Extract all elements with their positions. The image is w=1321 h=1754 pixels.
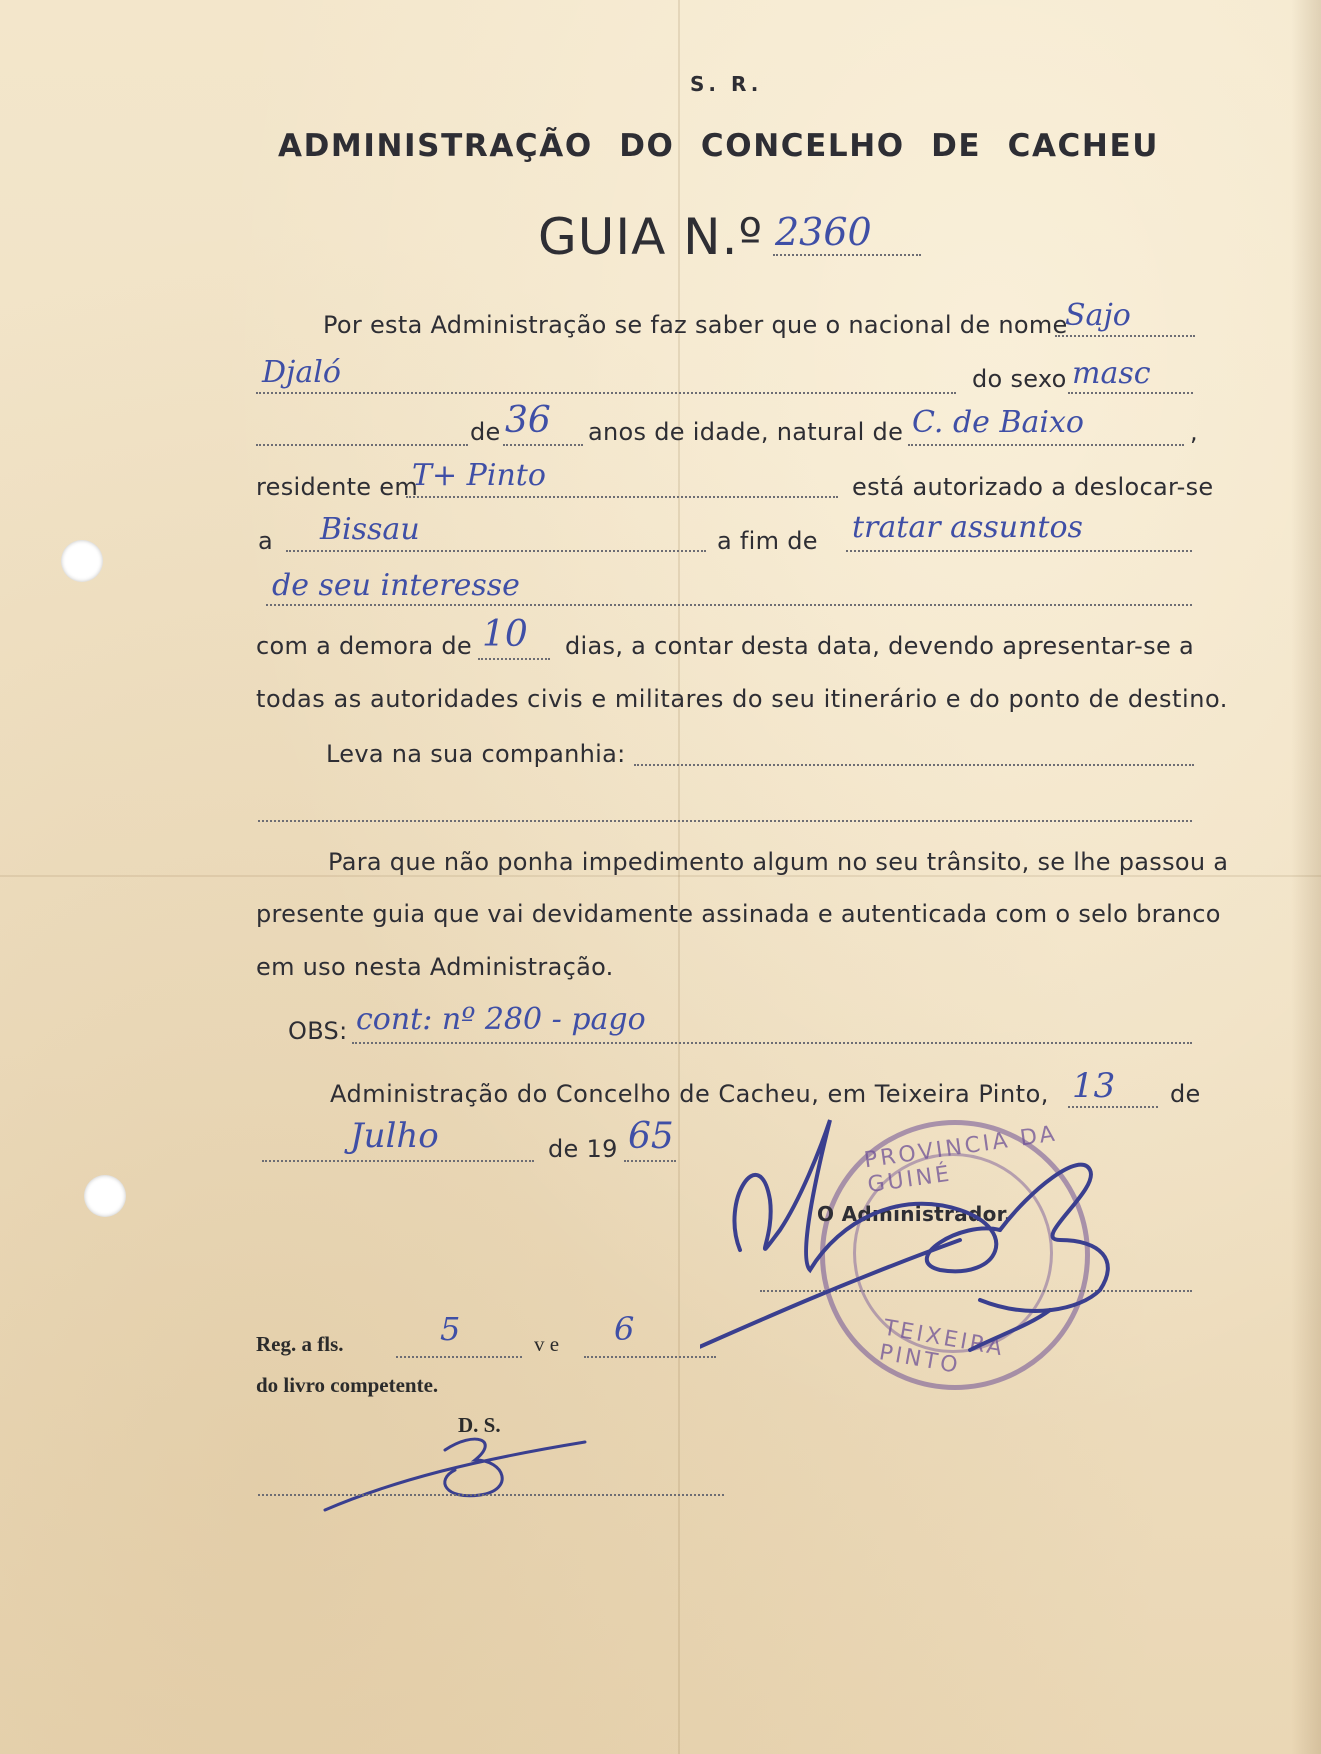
destination-label: a xyxy=(258,527,274,555)
company-line-2 xyxy=(258,820,1192,822)
ds-signature xyxy=(315,1420,605,1520)
name-line-2 xyxy=(256,392,956,394)
stamp-top-text: PROVINCIA DA GUINÉ xyxy=(862,1121,1060,1199)
date-month: Julho xyxy=(350,1116,439,1156)
obs-line xyxy=(352,1042,1192,1044)
registry-fls-line xyxy=(396,1356,522,1358)
sex-line xyxy=(1068,392,1193,394)
closing-line-3: em uso nesta Administração. xyxy=(256,953,614,981)
ds-line xyxy=(258,1494,724,1496)
date-year: 65 xyxy=(628,1116,674,1157)
paper-edge-shadow xyxy=(1291,0,1321,1754)
guia-label: GUIA N.º xyxy=(538,208,764,266)
registry-v-label: v e xyxy=(534,1332,560,1356)
age-line xyxy=(503,444,583,446)
guia-number: 2360 xyxy=(775,210,872,254)
closing-line-1: Para que não ponha impedimento algum no seu trânsito, se lhe passou a xyxy=(328,848,1229,876)
birthplace-line xyxy=(908,444,1184,446)
obs-label: OBS: xyxy=(288,1017,348,1045)
registry-label: Reg. a fls. xyxy=(256,1332,344,1356)
date-day: 13 xyxy=(1072,1066,1116,1106)
name-first: Sajo xyxy=(1065,298,1131,333)
date-de-1: de xyxy=(1170,1080,1201,1108)
guia-number-line xyxy=(773,254,921,256)
registry-fls-value: 5 xyxy=(440,1310,461,1348)
delay-prefix: com a demora de xyxy=(256,632,472,660)
age-suffix: anos de idade, natural de xyxy=(588,418,904,446)
name-last: Djaló xyxy=(262,355,341,390)
authorized-text: está autorizado a deslocar-se xyxy=(852,473,1214,501)
sex-label: do sexo xyxy=(972,365,1067,393)
registry-v-value: 6 xyxy=(614,1310,635,1348)
name-line-1 xyxy=(1055,335,1195,337)
administrator-signature xyxy=(700,1110,1220,1380)
destination-value: Bissau xyxy=(320,512,420,547)
obs-value: cont: nº 280 - pago xyxy=(356,1002,646,1037)
residence-value: T+ Pinto xyxy=(412,458,546,493)
purpose-dotted-1 xyxy=(846,550,1192,552)
age-prefix: de xyxy=(470,418,501,446)
stamp-bottom-text: TEIXEIRA PINTO xyxy=(877,1315,1007,1380)
birthplace-comma: , xyxy=(1190,418,1198,446)
header-administration: ADMINISTRAÇÃO DO CONCELHO DE CACHEU xyxy=(278,128,1159,164)
administrator-label: O Administrador, xyxy=(817,1202,1012,1226)
company-line-1 xyxy=(634,764,1194,766)
delay-suffix: dias, a contar desta data, devendo apresentar-se a xyxy=(565,632,1194,660)
birthplace: C. de Baixo xyxy=(912,405,1084,440)
punch-hole-bottom xyxy=(84,1175,126,1217)
closing-line-2: presente guia que vai devidamente assinada e autenticada com o selo branco xyxy=(256,900,1221,928)
punch-hole-top xyxy=(61,540,103,582)
header-sr: S. R. xyxy=(690,72,763,96)
company-label: Leva na sua companhia: xyxy=(326,740,626,768)
date-year-line xyxy=(624,1160,676,1162)
destination-line xyxy=(286,550,706,552)
date-month-line xyxy=(262,1160,534,1162)
registry-book-label: do livro competente. xyxy=(256,1373,439,1397)
date-de-2: de 19 xyxy=(548,1135,618,1163)
purpose-dotted-2 xyxy=(266,604,1192,606)
purpose-label: a fim de xyxy=(717,527,818,555)
registry-v-line xyxy=(584,1356,716,1358)
intro-text: Por esta Administração se faz saber que o nacional de nome xyxy=(323,311,1068,339)
age-value: 36 xyxy=(505,400,551,441)
sex-value: masc xyxy=(1072,356,1151,391)
purpose-line-2: de seu interesse xyxy=(272,568,520,603)
ds-label: D. S. xyxy=(458,1413,501,1437)
date-day-line xyxy=(1068,1106,1158,1108)
date-prefix: Administração do Concelho de Cacheu, em Teixeira Pinto, xyxy=(330,1080,1049,1108)
authorities-line: todas as autoridades civis e militares do seu itinerário e do ponto de destino. xyxy=(256,685,1228,713)
residence-line xyxy=(406,496,838,498)
age-leading-line xyxy=(256,444,468,446)
residence-label: residente em xyxy=(256,473,419,501)
purpose-line-1: tratar assuntos xyxy=(852,510,1083,545)
delay-line xyxy=(478,658,550,660)
delay-value: 10 xyxy=(482,614,528,655)
